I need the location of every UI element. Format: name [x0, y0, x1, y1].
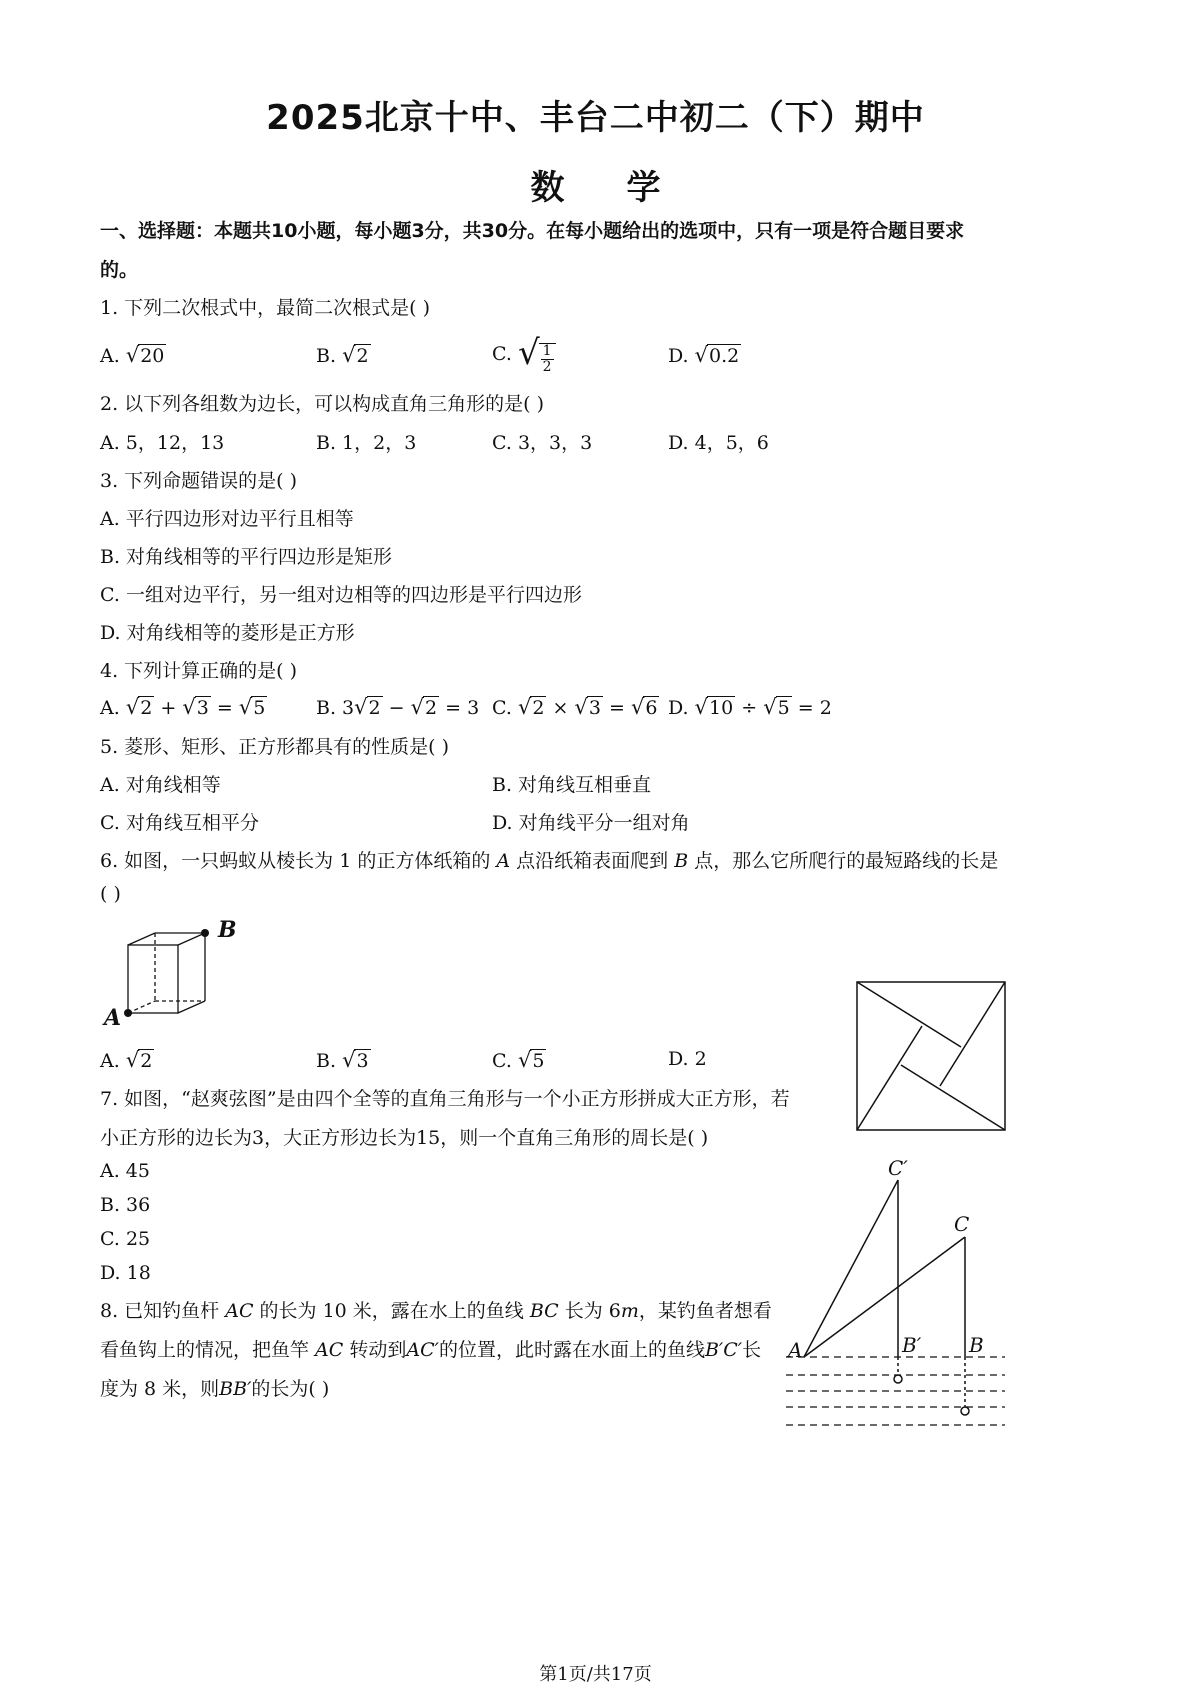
- label-c: C: [954, 1212, 970, 1236]
- q5-option-d: D. 对角线平分一组对角: [492, 812, 690, 834]
- label-c-prime: C′: [888, 1156, 908, 1180]
- subject-title: 数学: [530, 168, 723, 208]
- q2-option-b: B. 1，2，3: [316, 432, 417, 454]
- q2-option-c: C. 3，3，3: [492, 432, 593, 454]
- q7-option-b: B. 36: [100, 1194, 151, 1216]
- question-6-stem-cont: ( ): [100, 883, 121, 905]
- zhao-shuang-figure: [855, 980, 1007, 1132]
- q4-option-c: C. √2 × √3 = √6: [492, 695, 658, 719]
- q6-option-d: D. 2: [668, 1048, 707, 1070]
- q1-option-d: D. √0.2: [668, 343, 740, 367]
- cube-label-b: B: [218, 917, 237, 943]
- label-b: B: [969, 1333, 984, 1357]
- question-8-stem: 8. 已知钓鱼杆 AC 的长为 10 米，露在水上的鱼线 BC 长为 6m，某钓鱼者想看: [100, 1300, 772, 1322]
- q3-option-c: C. 一组对边平行，另一组对边相等的四边形是平行四边形: [100, 584, 582, 606]
- q2-option-d: D. 4，5，6: [668, 432, 769, 454]
- q6-option-a: A. √2: [100, 1048, 153, 1072]
- page-number: 第1页/共17页: [539, 1664, 652, 1685]
- question-7-stem-cont: 小正方形的边长为3，大正方形边长为15，则一个直角三角形的周长是( ): [100, 1127, 709, 1149]
- cube-figure: [100, 915, 250, 1035]
- q4-option-a: A. √2 + √3 = √5: [100, 695, 266, 719]
- q1-option-c: C. √ $\frac{1}{2}$: [492, 333, 556, 375]
- question-6-stem: 6. 如图，一只蚂蚁从棱长为 1 的正方体纸箱的 A 点沿纸箱表面爬到 B 点，那么它所爬行的最短路线的长是: [100, 850, 999, 872]
- q6-option-c: C. √5: [492, 1048, 545, 1072]
- question-3-stem: 3. 下列命题错误的是( ): [100, 470, 298, 492]
- q1-option-a: A. √20: [100, 343, 165, 367]
- q4-option-b: B. 3√2 − √2 = 3: [316, 695, 480, 719]
- q7-option-d: D. 18: [100, 1262, 151, 1284]
- q3-option-a: A. 平行四边形对边平行且相等: [100, 508, 354, 530]
- question-8-stem-line3: 度为 8 米，则BB′的长为( ): [100, 1378, 330, 1400]
- question-4-stem: 4. 下列计算正确的是( ): [100, 660, 298, 682]
- fishing-rod-figure: [780, 1155, 1010, 1440]
- question-8-stem-line2: 看鱼钩上的情况，把鱼竿 AC 转动到AC′的位置，此时露在水面上的鱼线B′C′长: [100, 1339, 762, 1361]
- q4-option-d: D. √10 ÷ √5 = 2: [668, 695, 832, 719]
- q3-option-d: D. 对角线相等的菱形是正方形: [100, 622, 355, 644]
- q6-option-b: B. √3: [316, 1048, 369, 1072]
- q7-option-c: C. 25: [100, 1228, 151, 1250]
- q5-option-c: C. 对角线互相平分: [100, 812, 259, 834]
- question-5-stem: 5. 菱形、矩形、正方形都具有的性质是( ): [100, 736, 450, 758]
- q1-option-b: B. √2: [316, 343, 369, 367]
- q7-option-a: A. 45: [100, 1160, 150, 1182]
- label-a: A: [788, 1338, 803, 1362]
- q3-option-b: B. 对角线相等的平行四边形是矩形: [100, 546, 393, 568]
- page-title: 2025北京十中、丰台二中初二（下）期中: [266, 98, 925, 138]
- cube-label-a: A: [104, 1005, 122, 1031]
- question-7-stem: 7. 如图，“赵爽弦图”是由四个全等的直角三角形与一个小正方形拼成大正方形，若: [100, 1088, 790, 1110]
- label-b-prime: B′: [902, 1333, 922, 1357]
- question-2-stem: 2. 以下列各组数为边长，可以构成直角三角形的是( ): [100, 393, 545, 415]
- question-1-stem: 1. 下列二次根式中，最简二次根式是( ): [100, 297, 431, 319]
- section-heading: 一、选择题：本题共10小题，每小题3分，共30分。在每小题给出的选项中，只有一项是符合题目要求: [100, 220, 965, 242]
- q5-option-a: A. 对角线相等: [100, 774, 221, 796]
- section-heading-cont: 的。: [100, 259, 139, 281]
- q5-option-b: B. 对角线互相垂直: [492, 774, 652, 796]
- q2-option-a: A. 5，12，13: [100, 432, 225, 454]
